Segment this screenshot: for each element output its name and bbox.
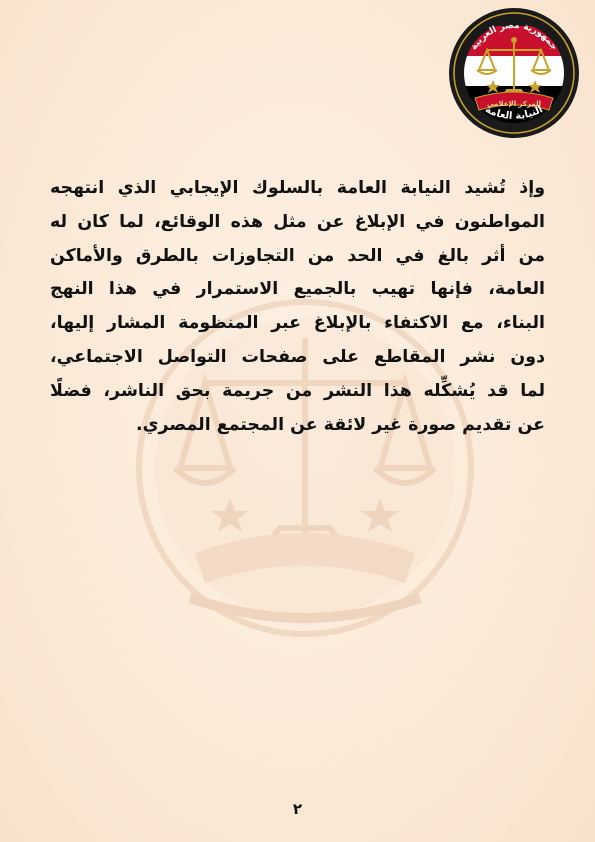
paragraph-line: وإذ تُشيد النيابة العامة بالسلوك الإيجابي الذي انتهجه: [50, 178, 545, 198]
paragraph-line: من أثر بالغ في الحد من التجاوزات بالطرق والأماكن: [50, 245, 545, 266]
logo-banner-text: المركز الإعلامي: [486, 100, 542, 108]
paragraph-line: عن تقديم صورة غير لائقة عن المجتمع المصري.: [136, 414, 545, 435]
paragraph-line: العامة، فإنها تهيب بالجميع الاستمرار في هذا النهج: [50, 279, 545, 300]
statement-paragraph: [50, 172, 545, 442]
paragraph-line: المواطنون في الإبلاغ عن مثل هذه الوقائع، لما كان له: [50, 211, 545, 232]
logo-arc-text: جمهورية مصر العربية: [469, 20, 559, 53]
public-prosecution-logo: [447, 6, 581, 140]
page-number: ٢: [292, 800, 303, 818]
paragraph-line: البناء، مع الاكتفاء بالإبلاغ عبر المنظومة المشار إليها،: [50, 313, 545, 334]
logo-bottom-text: النيابة العامة: [483, 104, 545, 123]
paragraph-line: دون نشر المقاطع على صفحات التواصل الاجتماعي،: [50, 346, 545, 367]
paragraph-line: لما قد يُشكِّله هذا النشر من جريمة بحق الناشر، فضلًا: [50, 380, 545, 401]
